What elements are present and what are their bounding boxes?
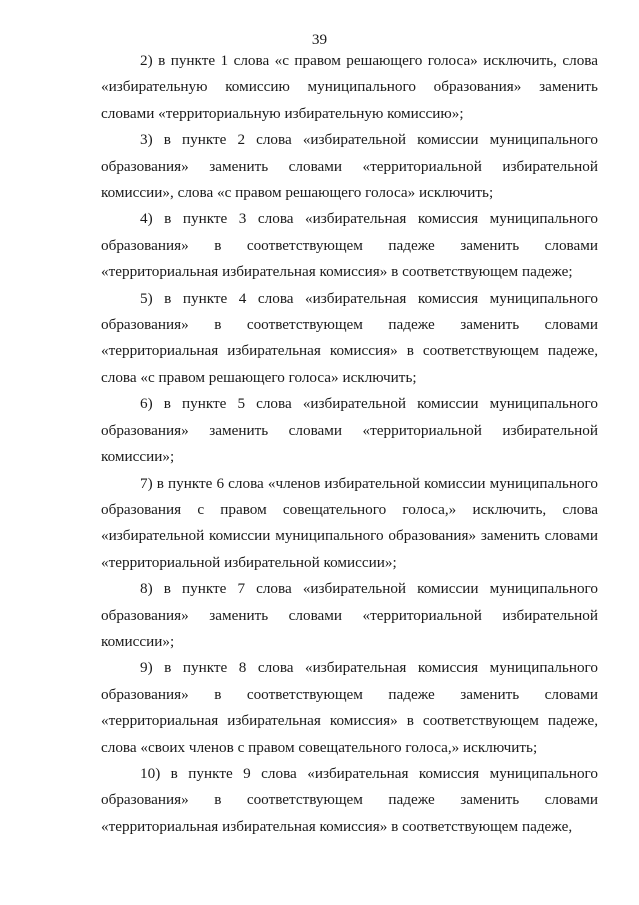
- paragraph-item-6: 6) в пункте 5 слова «избирательной комиссии муниципального образования» заменить словами «территориальной избирательной комиссии»;: [101, 395, 598, 466]
- paragraph-item-2: 2) в пункте 1 слова «с правом решающего голоса» исключить, слова «избирательную комиссию муниципального образования» заменить словами «территориальную избирательную комиссию»;: [101, 52, 598, 122]
- document-body: [101, 48, 598, 840]
- paragraph-item-10: 10) в пункте 9 слова «избирательная комиссия муниципального образования» в соответствующем падеже заменить словами «территориальная избирательная комиссия» в соответствующем падеже,: [101, 764, 598, 835]
- paragraph-item-8: 8) в пункте 7 слова «избирательной комиссии муниципального образования» заменить словами «территориальной избирательной комиссии»;: [101, 580, 598, 650]
- paragraph-item-7: 7) в пункте 6 слова «членов избирательной комиссии муниципального образования с правом совещательного голоса,» исключить, слова «избирательной комиссии муниципального образования» заменить словами «территориальной избирательной комиссии»;: [101, 474, 598, 571]
- paragraph-item-4: 4) в пункте 3 слова «избирательная комиссия муниципального образования» в соответствующем падеже заменить словами «территориальная избирательная комиссия» в соответствующем падеже;: [101, 210, 598, 281]
- paragraph-item-3: 3) в пункте 2 слова «избирательной комиссии муниципального образования» заменить словами «территориальной избирательной комиссии», слова «с правом решающего голоса» исключить;: [101, 131, 598, 202]
- page-number: 39: [311, 31, 328, 48]
- paragraph-item-5: 5) в пункте 4 слова «избирательная комиссия муниципального образования» в соответствующем падеже заменить словами «территориальная избирательная комиссия» в соответствующем падеже, слова «с правом решающего голоса» исключить;: [101, 289, 598, 386]
- paragraph-item-9: 9) в пункте 8 слова «избирательная комиссия муниципального образования» в соответствующем падеже заменить словами «территориальная избирательная комиссия» в соответствующем падеже, слова «своих членов с правом совещательного голоса,» исключить;: [101, 659, 598, 756]
